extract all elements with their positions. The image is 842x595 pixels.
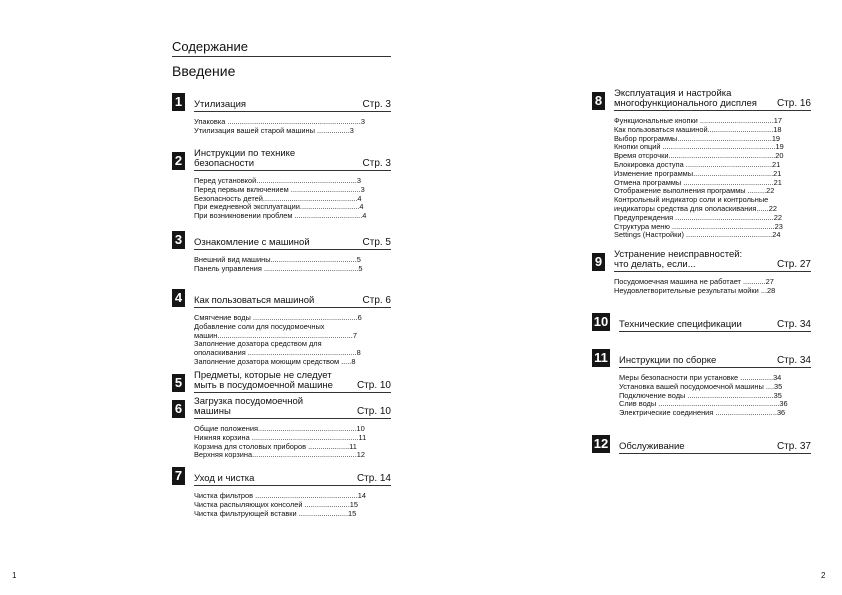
section-underline [619,453,811,454]
section-items [194,177,391,221]
section-title: Технические спецификации [619,319,742,330]
section-page-ref: Стр. 10 [356,380,391,391]
toc-section [592,435,811,453]
section-underline [194,111,391,112]
toc-entry: Слив воды ...........................................................36 [619,399,788,409]
toc-entry: Чистка фильтрующей вставки ........................15 [194,508,357,518]
section-header [172,93,391,111]
section-header [592,313,811,331]
toc-entry: Перед установкой.................................................3 [194,176,361,185]
section-title: Устранение неисправностей: что делать, если... [614,249,743,270]
section-number: 2 [172,152,185,170]
section-header [172,231,391,249]
section-number: 8 [592,92,605,110]
toc-section [172,467,391,518]
toc-entry: Утилизация вашей старой машины ................3 [194,125,354,135]
toc-entry: Внешний вид машины..........................................5 [194,255,361,264]
title-divider [172,56,391,57]
toc-entry: Электрические соединения ..............................36 [619,408,786,418]
page-number-left: 1 [12,571,17,580]
toc-section [172,396,391,460]
toc-entry: Предупреждения ................................................22 [614,212,782,222]
section-underline [194,249,391,250]
section-underline [619,367,811,368]
section-items [614,278,811,296]
section-number: 7 [172,467,185,485]
section-title: Эксплуатация и настройка многофункционального дисплея [614,88,757,109]
toc-entry: Отмена программы ............................................21 [614,177,782,187]
toc-entry: Блокировка доступа ..........................................21 [614,159,781,169]
section-page-ref: Стр. 6 [362,295,391,306]
toc-entry: Перед первым включением ..................................3 [194,184,365,194]
page-number-right: 2 [821,571,826,580]
toc-entry: Безопасность детей..............................................4 [194,193,362,203]
section-page-ref: Стр. 3 [362,99,391,110]
section-number: 1 [172,93,185,111]
section-page-ref: Стр. 37 [776,441,811,452]
toc-entry: Кнопки опций .......................................................19 [614,142,784,152]
toc-entry: Панель управления ..............................................5 [194,263,363,273]
section-items [619,374,811,418]
toc-section [592,349,811,418]
toc-entry: Контрольный индикатор соли и контрольные индикаторы средства для ополаскивания......22 [614,195,777,213]
section-page-ref: Стр. 10 [356,406,391,417]
section-header [172,370,391,392]
toc-section [172,370,391,392]
toc-section [592,313,811,331]
section-underline [614,110,811,111]
toc-entry: Смягчение воды ...................................................6 [194,313,362,322]
toc-entry: Нижняя корзина ....................................................11 [194,432,367,442]
toc-entry: Посудомоечная машина не работает ...........27 [614,277,774,286]
section-underline [614,271,811,272]
section-page-ref: Стр. 34 [776,319,811,330]
toc-entry: Чистка фильтров ..................................................14 [194,491,366,500]
toc-section [592,249,811,296]
section-items [194,256,391,274]
section-title: Утилизация [194,99,247,110]
section-page-ref: Стр. 16 [776,98,811,109]
section-title: Загрузка посудомоечной машины [194,396,304,417]
section-title: Обслуживание [619,441,685,452]
section-number: 6 [172,400,185,418]
section-title: Как пользоваться машиной [194,295,315,306]
toc-section [172,289,391,367]
toc-entry: Установка вашей посудомоечной машины ....35 [619,381,783,391]
section-title: Уход и чистка [194,473,255,484]
toc-entry: Неудовлетворительные результаты мойки ...28 [614,285,776,295]
toc-entry: Settings (Настройки) ..........................................24 [614,230,781,240]
section-items [614,117,811,240]
toc-entry: Отображение выполнения программы .........22 [614,186,775,196]
section-title: Предметы, которые не следует мыть в посудомоечной машине [194,370,333,391]
section-underline [194,170,391,171]
section-header [592,88,811,110]
section-header [592,249,811,271]
toc-entry: Корзина для столовых приборов ....................11 [194,441,357,451]
section-number: 10 [593,314,609,329]
toc-entry: Функциональные кнопки ....................................17 [614,116,782,125]
section-header [172,467,391,485]
section-number: 11 [592,349,610,367]
section-underline [619,331,811,332]
toc-entry: При возникновении проблем .................................4 [194,211,367,221]
toc-entry: Добавление соли для посудомоечных машин..................................................................7 [194,321,357,340]
section-page-ref: Стр. 5 [362,237,391,248]
section-header [172,396,391,418]
toc-section [592,88,811,240]
section-title: Инструкции по технике безопасности [194,148,296,169]
section-items [194,425,391,460]
section-header [172,148,391,170]
section-page-ref: Стр. 14 [356,473,391,484]
toc-entry: Изменение программы.......................................21 [614,168,782,178]
section-number: 9 [592,253,605,271]
section-items [194,492,391,518]
toc-entry: Верхняя корзина...................................................12 [194,450,366,460]
section-title: Инструкции по сборке [619,355,717,366]
toc-entry: Заполнение дозатора средством для ополаскивания .....................................................8 [194,339,361,358]
section-page-ref: Стр. 3 [362,158,391,169]
toc-entry: Время отсрочки....................................................20 [614,151,784,161]
toc-entry: При ежедневной эксплуатации.............................4 [194,202,364,212]
section-header [592,349,811,367]
section-underline [194,392,391,393]
contents-title: Содержание [172,39,248,54]
section-items [194,314,391,367]
section-underline [194,418,391,419]
section-page-ref: Стр. 34 [776,355,811,366]
section-underline [194,485,391,486]
toc-section [172,231,391,274]
toc-entry: Как пользоваться машиной................................18 [614,124,782,134]
toc-section [172,93,391,136]
toc-entry: Подключение воды ..........................................35 [619,390,782,400]
toc-entry: Чистка распыляющих консолей ......................15 [194,499,358,509]
section-number: 4 [172,289,185,307]
section-number: 5 [172,374,185,392]
toc-entry: Выбор программы..............................................19 [614,133,781,143]
toc-entry: Общие положения................................................10 [194,424,365,433]
section-title: Ознакомление с машиной [194,237,310,248]
section-underline [194,307,391,308]
section-header [172,289,391,307]
intro-title: Введение [172,63,236,79]
toc-section [172,148,391,221]
section-number: 12 [593,436,609,451]
section-header [592,435,811,453]
toc-entry: Упаковка .................................................................3 [194,117,365,126]
toc-entry: Меры безопасности при установке ................34 [619,373,782,382]
section-number: 3 [172,231,185,249]
section-page-ref: Стр. 27 [776,259,811,270]
toc-entry: Структура меню ..................................................23 [614,221,783,231]
toc-entry: Заполнение дозатора моющим средством .....8 [194,356,356,366]
section-items [194,118,391,136]
